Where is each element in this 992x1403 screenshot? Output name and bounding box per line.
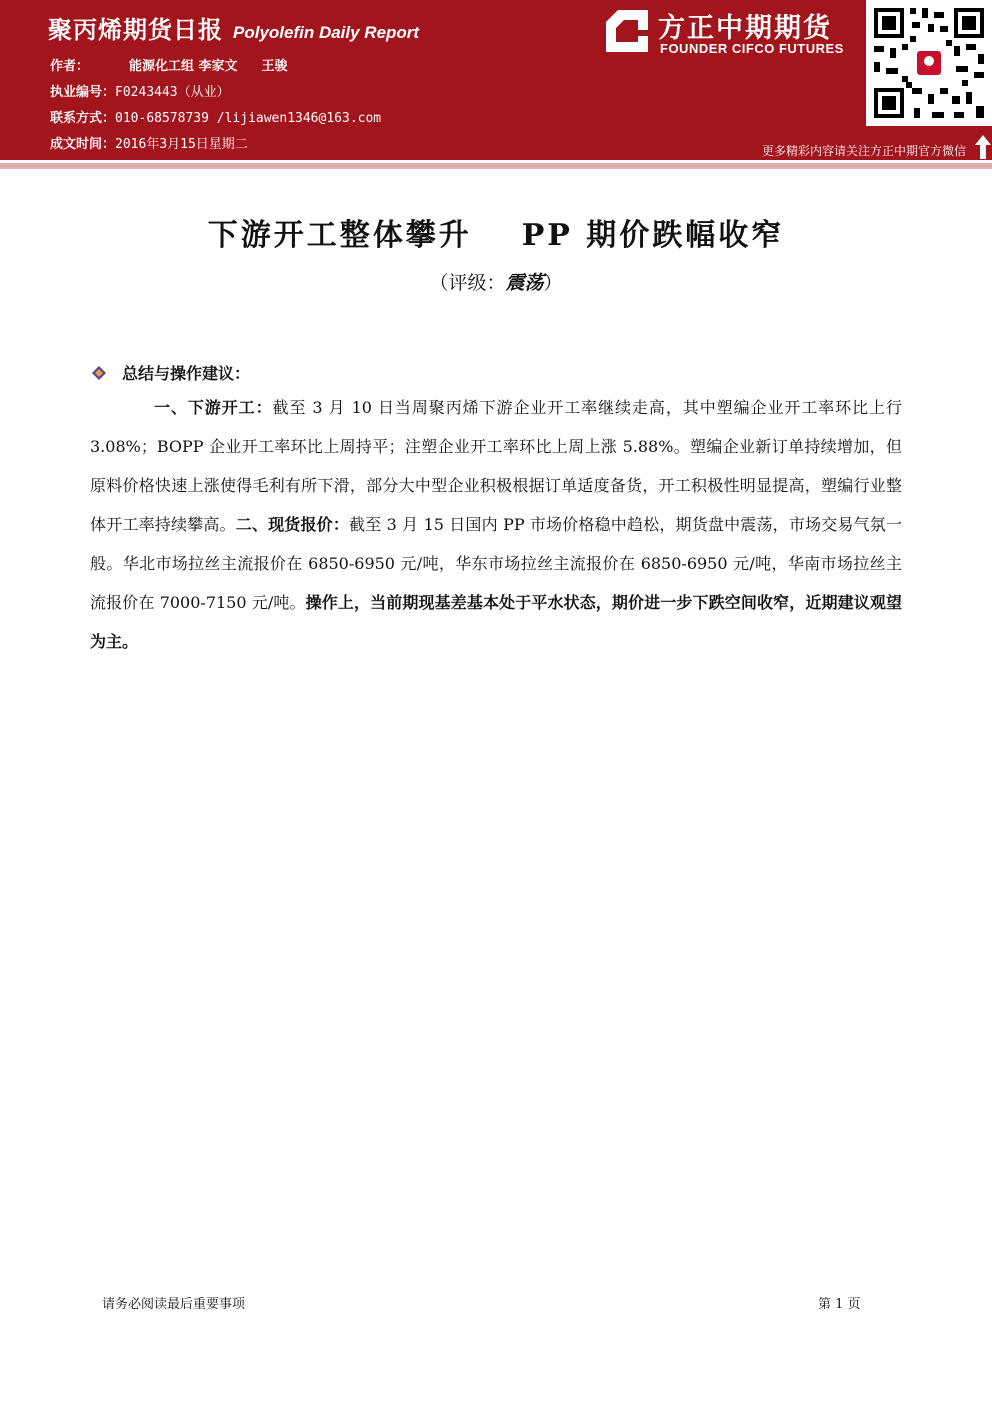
summary-paragraph: [90, 388, 902, 661]
wechat-slogan: 更多精彩内容请关注方正中期官方微信: [761, 144, 966, 158]
report-header: [0, 0, 992, 160]
p1-label: 一、下游开工：: [154, 398, 273, 417]
license-label: 执业编号：: [50, 85, 116, 100]
report-title: [48, 10, 419, 45]
rating-open: （评级：: [429, 272, 506, 294]
p1-text: 截至 3 月 10 日当周聚丙烯下游企业开工率继续走高，其中塑编企业开工率环比上行 3.08%；BOPP 企业开工率环比上周持平；注塑企业开工率环比上周上涨 5.88%。塑编企业新订单持续增加，但原料价格快速上涨使得毛利有所下滑，部分大中型企业积极根据订单适度备货，开工积极性明显提高，塑编行业整体开工率持续攀高。: [90, 398, 902, 534]
report-title-en: Polyolefin Daily Report: [233, 23, 420, 42]
contact-value: 010-68578739 /lijiawen1346@163.com: [115, 111, 382, 126]
founder-logo-icon: [604, 8, 650, 54]
license-line: [50, 81, 230, 100]
logo-text-cn: 方正中期期货: [658, 13, 832, 44]
header-divider: [0, 163, 992, 169]
rating: [0, 268, 992, 295]
author-value: 能源化工组 李家文: [129, 59, 238, 74]
p3-recommendation: 操作上，当前期现基差基本处于平水状态，期价进一步下跌空间收窄，近期建议观望为主。: [90, 593, 902, 651]
title-part-1: 下游开工整体攀升: [207, 218, 472, 253]
qr-code-icon: [866, 0, 992, 126]
wechat-qr-code[interactable]: [866, 0, 992, 126]
logo-text-en: FOUNDER CIFCO FUTURES: [660, 41, 844, 56]
author-value-2: 王骏: [261, 59, 288, 74]
footer-note: 请务必阅读最后重要事项: [102, 1297, 246, 1312]
contact-label: 联系方式：: [50, 111, 116, 126]
date-value: 2016年3月15日星期二: [115, 137, 248, 152]
rating-close: ）: [543, 272, 563, 294]
rating-value: 震荡: [505, 272, 544, 294]
contact-line: [50, 107, 381, 126]
company-logo: [604, 6, 856, 58]
author-line: [50, 55, 288, 74]
up-arrow-icon: [974, 134, 992, 160]
document-title: [0, 210, 992, 254]
p2-text: 截至 3 月 15 日国内 PP 市场价格稳中趋松，期货盘中震荡，市场交易气氛一般。华北市场拉丝主流报价在 6850-6950 元/吨，华东市场拉丝主流报价在 6850-6950 元/吨，华南市场拉丝主流报价在 7000-7150 元/吨。: [90, 515, 902, 612]
date-label: 成文时间：: [50, 137, 116, 152]
p2-label: 二、现货报价：: [235, 515, 350, 534]
page-number: 第 1 页: [818, 1297, 861, 1312]
date-line: [50, 133, 248, 152]
license-value: F0243443（从业）: [115, 85, 230, 100]
author-label: 作者：: [50, 59, 90, 74]
title-part-2: PP 期价跌幅收窄: [521, 218, 785, 253]
diamond-bullet-icon: [92, 366, 106, 380]
section-heading-text: 总结与操作建议：: [122, 364, 251, 383]
report-title-cn: 聚丙烯期货日报: [48, 16, 223, 44]
section-heading: [92, 361, 250, 384]
